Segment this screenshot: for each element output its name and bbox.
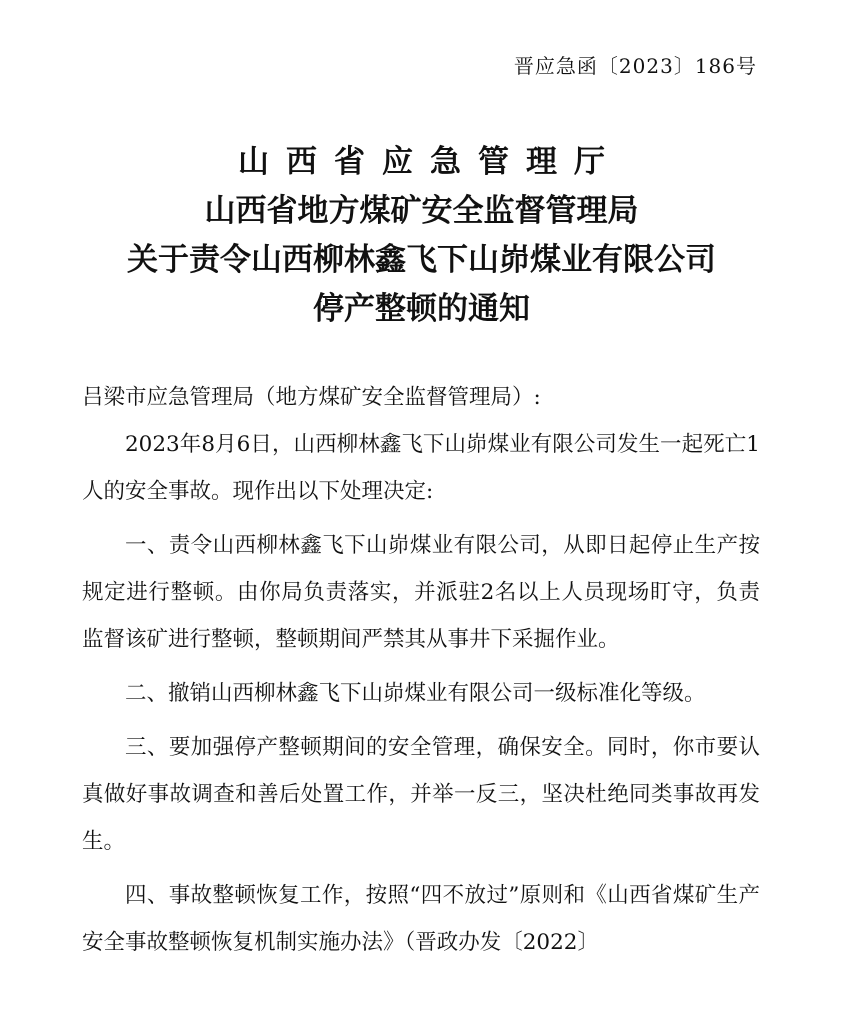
salutation: 吕梁市应急管理局（地方煤矿安全监督管理局）: (82, 385, 541, 410)
document-number: 晋应急函〔2023〕186号 (513, 54, 757, 78)
title-line-subject-cont: 停产整顿的通知 (313, 291, 530, 327)
document-title (0, 138, 843, 334)
paragraph-decision-1: 一、责令山西柳林鑫飞下山峁煤业有限公司，从即日起停止生产按规定进行整顿。由你局负责落实，并派驻2名以上人员现场盯守，负责监督该矿进行整顿，整顿期间严禁其从事井下采掘作业。 (82, 533, 760, 652)
paragraph-incident: 2023年8月6日，山西柳林鑫飞下山峁煤业有限公司发生一起死亡1人的安全事故。现作出以下处理决定: (82, 432, 760, 504)
paragraph-decision-2: 二、撤销山西柳林鑫飞下山峁煤业有限公司一级标准化等级。 (125, 681, 706, 706)
body-paragraphs (82, 421, 760, 973)
title-line-issuer-1: 山西省应急管理厅 (238, 144, 622, 180)
paragraph-decision-4: 四、事故整顿恢复工作，按照“四不放过”原则和《山西省煤矿生产安全事故整顿恢复机制实施办法》（晋政办发〔2022〕 (82, 883, 760, 955)
paragraph-decision-3: 三、要加强停产整顿期间的安全管理，确保安全。同时，你市要认真做好事故调查和善后处置工作，并举一反三，坚决杜绝同类事故再发生。 (82, 735, 760, 854)
title-line-issuer-2: 山西省地方煤矿安全监督管理局 (204, 193, 639, 229)
title-line-subject: 关于责令山西柳林鑫飞下山峁煤业有限公司 (127, 242, 716, 278)
